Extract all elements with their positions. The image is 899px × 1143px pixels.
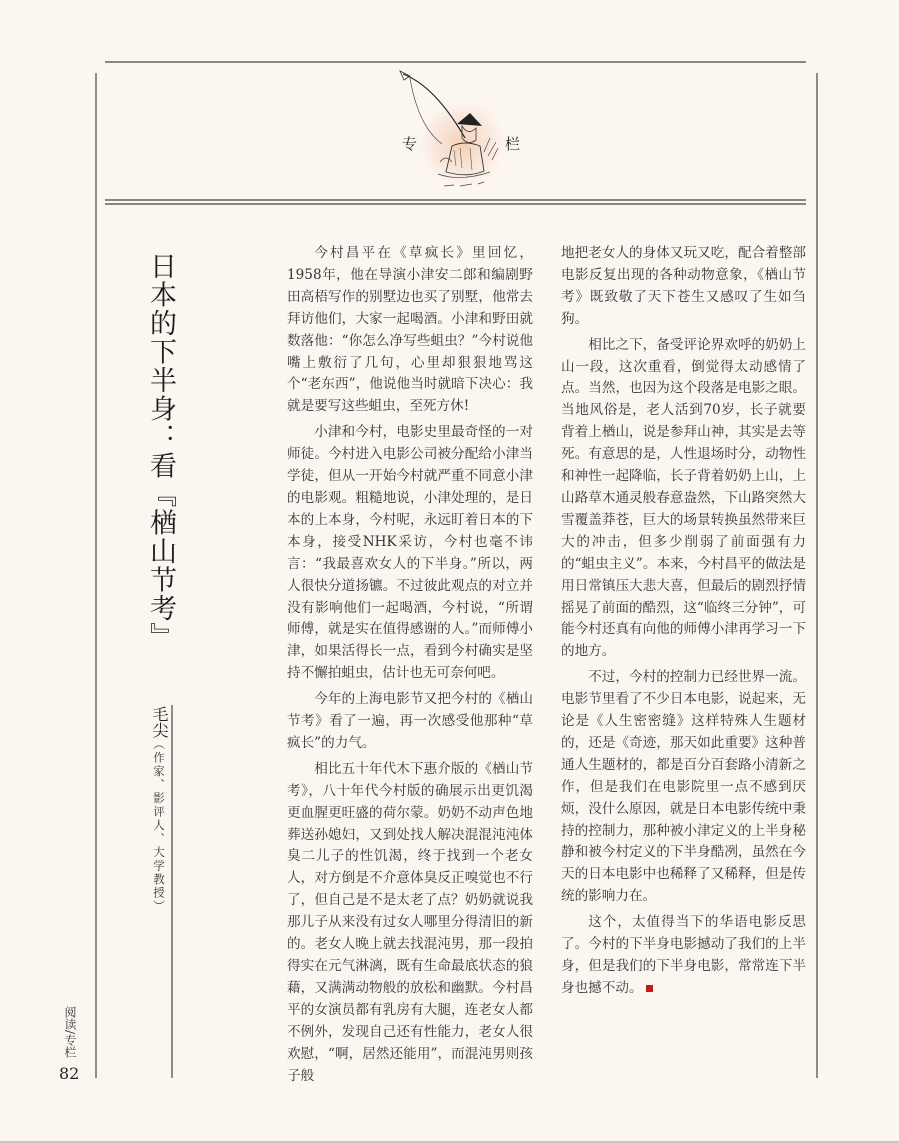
- right-frame-rule: [816, 73, 818, 1078]
- author-column-rule: [171, 705, 173, 1078]
- paragraph-final: [561, 912, 806, 1000]
- column-label-right: 栏: [505, 135, 521, 153]
- footer-section-label: 阅读/专栏: [63, 1006, 77, 1059]
- author-name: 毛尖: [150, 706, 169, 738]
- author-byline: [148, 706, 171, 914]
- author-role: （作家、影评人、大学教授）: [152, 738, 166, 914]
- article-column-2: [561, 243, 806, 1000]
- paragraph-continued: 地把老女人的身体又玩又吃，配合着整部电影反复出现的各种动物意象，《楢山节考》既致敬了天下苍生又感叹了生如刍狗。: [561, 245, 806, 327]
- fisherman-illustration: [380, 66, 540, 192]
- page-bottom-edge: [0, 1141, 899, 1143]
- paragraph-text: 这个，太值得当下的华语电影反思了。今村的下半身电影撼动了我们的上半身，但是我们的下半身电影，常常连下半身也撼不动。: [561, 914, 806, 996]
- paragraph: 小津和今村，电影史里最奇怪的一对师徒。今村进入电影公司被分配给小津当学徒，但从一开始今村就严重不同意小津的电影观。粗糙地说，小津处理的，是日本的上本身，今村呢，永远盯着日本的下本身，接受NHK采访，今村也毫不讳言：“我最喜欢女人的下半身。”所以，两人很快分道扬镳。不过彼此观点的对立并没有影响他们一起喝酒，今村说，“所谓师傅，就是实在值得感谢的人。”而师傅小津，如果活得长一点，看到今村确实是坚持不懈拍蛆虫，估计也无可奈何吧。: [287, 424, 533, 682]
- page-number: 82: [59, 1064, 80, 1083]
- article-title: 日本的下半身：看『楢山节考』: [145, 252, 176, 651]
- article-column-1: [287, 243, 533, 1087]
- paragraph: 相比之下，备受评论界欢呼的奶奶上山一段，这次重看，倒觉得太动感情了点。当然，也因为这个段落是电影之眼。当地风俗是，老人活到70岁，长子就要背着上楢山，说是参拜山神，其实是去等死。有意思的是，人性退场时分，动物性和神性一起降临，长子背着奶奶上山，上山路草木通灵般春意盎然，下山路突然大雪覆盖莽苍，巨大的场景转换虽然带来巨大的冲击，但多少削弱了前面强有力的“蛆虫主义”。本来，今村昌平的做法是用日常镇压大悲大喜，但最后的剧烈抒情摇晃了前面的酷烈，这“临终三分钟”，可能今村还真有向他的师傅小津再学习一下的地方。: [561, 336, 806, 660]
- paragraph: 今村昌平在《草疯长》里回忆，1958年，他在导演小津安二郎和编剧野田高梧写作的别墅边也买了别墅，他常去拜访他们，大家一起喝酒。小津和野田就数落他：“你怎么净写些蛆虫？”今村说他嘴上敷衍了几句，心里却狠狠地骂这个“老东西”，他说他当时就暗下决心：我就是要写这些蛆虫，至死方休!: [287, 245, 533, 415]
- paragraph: 不过，今村的控制力已经世界一流。电影节里看了不少日本电影，说起来，无论是《人生密密缝》这样特殊人生题材的，还是《奇迹，那天如此重要》这种普通人生题材的，都是百分百套路小清新之作，但是我们在电影院里一点不感到厌烦，没什么原因，就是日本电影传统中秉持的控制力，那种被小津定义的上半身秘静和被今村定义的下半身酷冽，虽然在今天的日本电影中也稀释了又稀释，但是传统的影响力在。: [561, 669, 806, 905]
- column-label-left: 专: [402, 135, 418, 153]
- header-top-rule: [105, 61, 806, 63]
- end-mark-icon: [646, 985, 653, 992]
- header-double-rule-lower: [105, 203, 806, 205]
- paragraph: 今年的上海电影节又把今村的《楢山节考》看了一遍，再一次感受他那种“草疯长”的力气。: [287, 691, 533, 751]
- header-double-rule-upper: [105, 199, 806, 201]
- left-frame-rule: [95, 73, 97, 1078]
- paragraph: 相比五十年代木下惠介版的《楢山节考》，八十年代今村版的确展示出更饥渴更血腥更旺盛的荷尔蒙。奶奶不动声色地葬送孙媳妇，又到处找人解决混混沌沌体臭二儿子的性饥渴，终于找到一个老女人，对方倒是不介意体臭反正嗅觉也不行了，但自己是不是太老了点？奶奶就说我那儿子从来没有过女人哪里分得清旧的新的。老女人晚上就去找混沌男，那一段拍得实在元气淋漓，既有生命最底状态的狼藉，又满满动物般的放松和幽默。今村昌平的女演员都有乳房有大腿，连老女人都不例外，发现自己还有性能力，老女人很欢慰，“啊，居然还能用”，而混沌男则孩子般: [287, 760, 533, 1084]
